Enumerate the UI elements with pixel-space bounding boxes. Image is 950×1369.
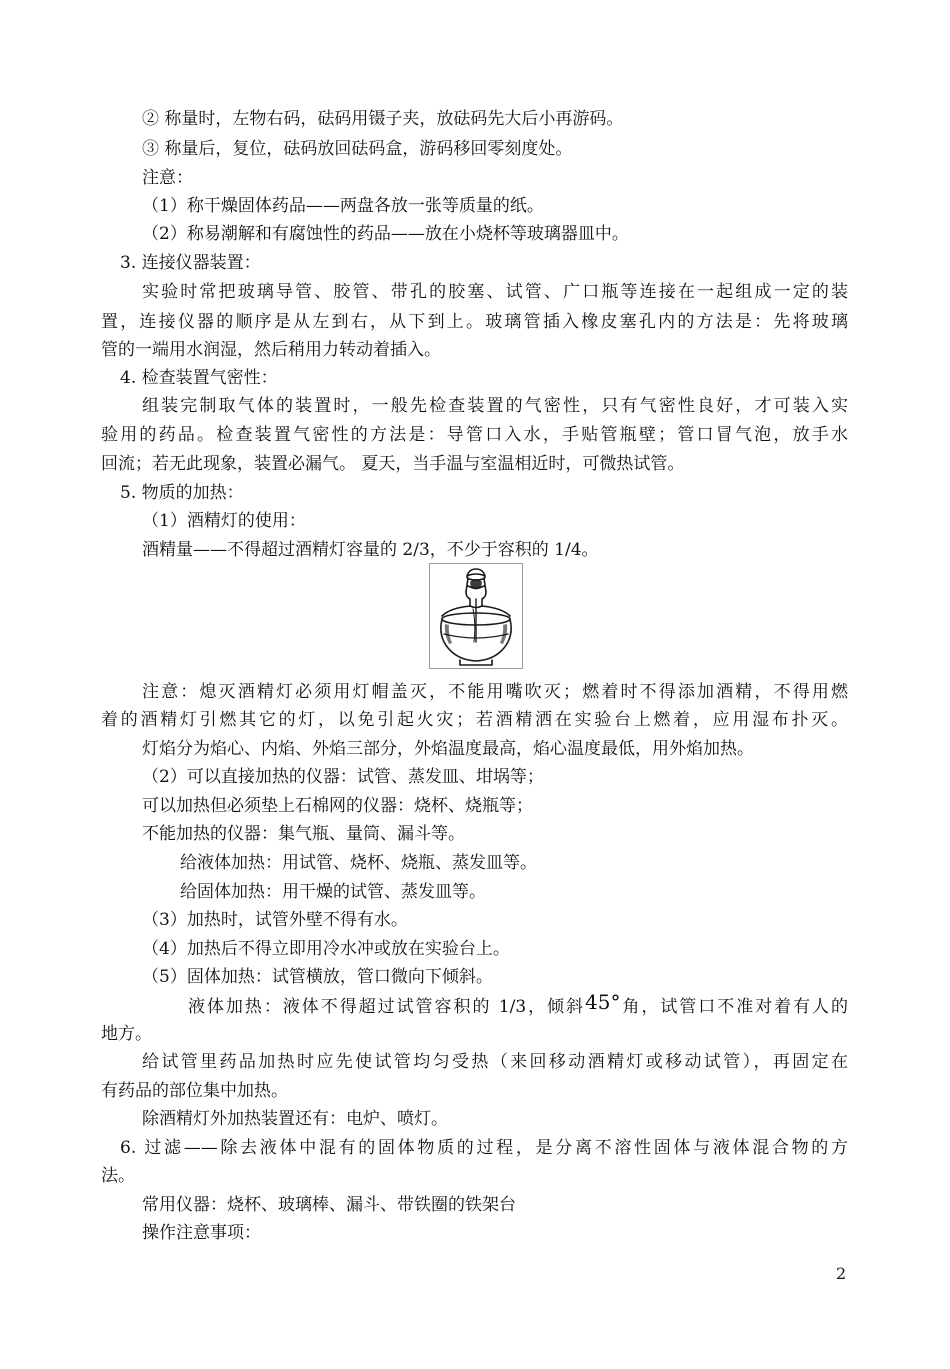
text-line: 管的一端用水润湿，然后稍用力转动着插入。 — [101, 340, 441, 360]
angle-value: 45° — [585, 990, 621, 1014]
section-heading: 6. 过滤——除去液体中混有的固体物质的过程，是分离不溶性固体与液体混合物的方 — [120, 1138, 848, 1158]
text-line: （2）可以直接加热的仪器：试管、蒸发皿、坩埚等； — [142, 767, 544, 787]
text-line: （1）称干燥固体药品——两盘各放一张等质量的纸。 — [142, 196, 544, 216]
liquid-heating-line — [188, 990, 849, 1018]
text-line: （2）称易潮解和有腐蚀性的药品——放在小烧杯等玻璃器皿中。 — [142, 224, 629, 244]
text-line: （1）酒精灯的使用： — [142, 511, 306, 531]
text-line: ③ 称量后，复位，砝码放回砝码盒，游码移回零刻度处。 — [142, 139, 573, 159]
text-line: 常用仪器：烧杯、玻璃棒、漏斗、带铁圈的铁架台 — [142, 1195, 516, 1215]
text-line: 置，连接仪器的顺序是从左到右，从下到上。玻璃管插入橡皮塞孔内的方法是：先将玻璃 — [101, 312, 848, 332]
page-number: 2 — [836, 1264, 847, 1283]
text-line: （4）加热后不得立即用冷水冲或放在实验台上。 — [142, 939, 510, 959]
text-line: 操作注意事项： — [142, 1223, 261, 1243]
text-line: （5）固体加热：试管横放，管口微向下倾斜。 — [142, 967, 493, 987]
text-line: 可以加热但必须垫上石棉网的仪器：烧杯、烧瓶等； — [142, 796, 533, 816]
section-heading: 5. 物质的加热： — [120, 483, 244, 503]
text-line: ② 称量时，左物右码，砝码用镊子夹，放砝码先大后小再游码。 — [142, 109, 624, 129]
text-line: 除酒精灯外加热装置还有：电炉、喷灯。 — [142, 1109, 448, 1129]
text-line: 组装完制取气体的装置时，一般先检查装置的气密性，只有气密性良好，才可装入实 — [142, 396, 848, 416]
text-line: 酒精量——不得超过酒精灯容量的 2/3，不少于容积的 1/4。 — [142, 540, 599, 560]
text-segment: 液体加热：液体不得超过试管容积的 1/3，倾斜 — [188, 997, 585, 1017]
text-line: 法。 — [101, 1166, 135, 1186]
text-line: 实验时常把玻璃导管、胶管、带孔的胶塞、试管、广口瓶等连接在一起组成一定的装 — [142, 282, 848, 302]
alcohol-lamp-figure — [429, 563, 523, 669]
text-line: 验用的药品。检查装置气密性的方法是：导管口入水，手贴管瓶壁；管口冒气泡，放手水 — [101, 425, 848, 445]
text-line: 注意：熄灭酒精灯必须用灯帽盖灭，不能用嘴吹灭；燃着时不得添加酒精，不得用燃 — [142, 682, 848, 702]
section-heading: 4. 检查装置气密性： — [120, 368, 278, 388]
section-heading: 3. 连接仪器装置： — [120, 253, 261, 273]
text-line: 回流；若无此现象，装置必漏气。 夏天，当手温与室温相近时，可微热试管。 — [101, 454, 685, 474]
text-line: 给液体加热：用试管、烧杯、烧瓶、蒸发皿等。 — [180, 853, 537, 873]
text-line: （3）加热时，试管外壁不得有水。 — [142, 910, 408, 930]
text-segment: 角，试管口不准对着有人的 — [620, 997, 849, 1017]
text-line: 给试管里药品加热时应先使试管均匀受热（来回移动酒精灯或移动试管），再固定在 — [142, 1052, 848, 1072]
text-line: 注意： — [142, 168, 193, 188]
text-line: 地方。 — [101, 1024, 152, 1044]
text-line: 着的酒精灯引燃其它的灯，以免引起火灾；若酒精洒在实验台上燃着，应用湿布扑灭。 — [101, 710, 848, 730]
text-line: 给固体加热：用干燥的试管、蒸发皿等。 — [180, 882, 486, 902]
text-line: 灯焰分为焰心、内焰、外焰三部分，外焰温度最高，焰心温度最低，用外焰加热。 — [142, 739, 754, 759]
alcohol-lamp-icon — [430, 564, 522, 668]
text-line: 有药品的部位集中加热。 — [101, 1081, 288, 1101]
text-line: 不能加热的仪器：集气瓶、量筒、漏斗等。 — [142, 824, 465, 844]
